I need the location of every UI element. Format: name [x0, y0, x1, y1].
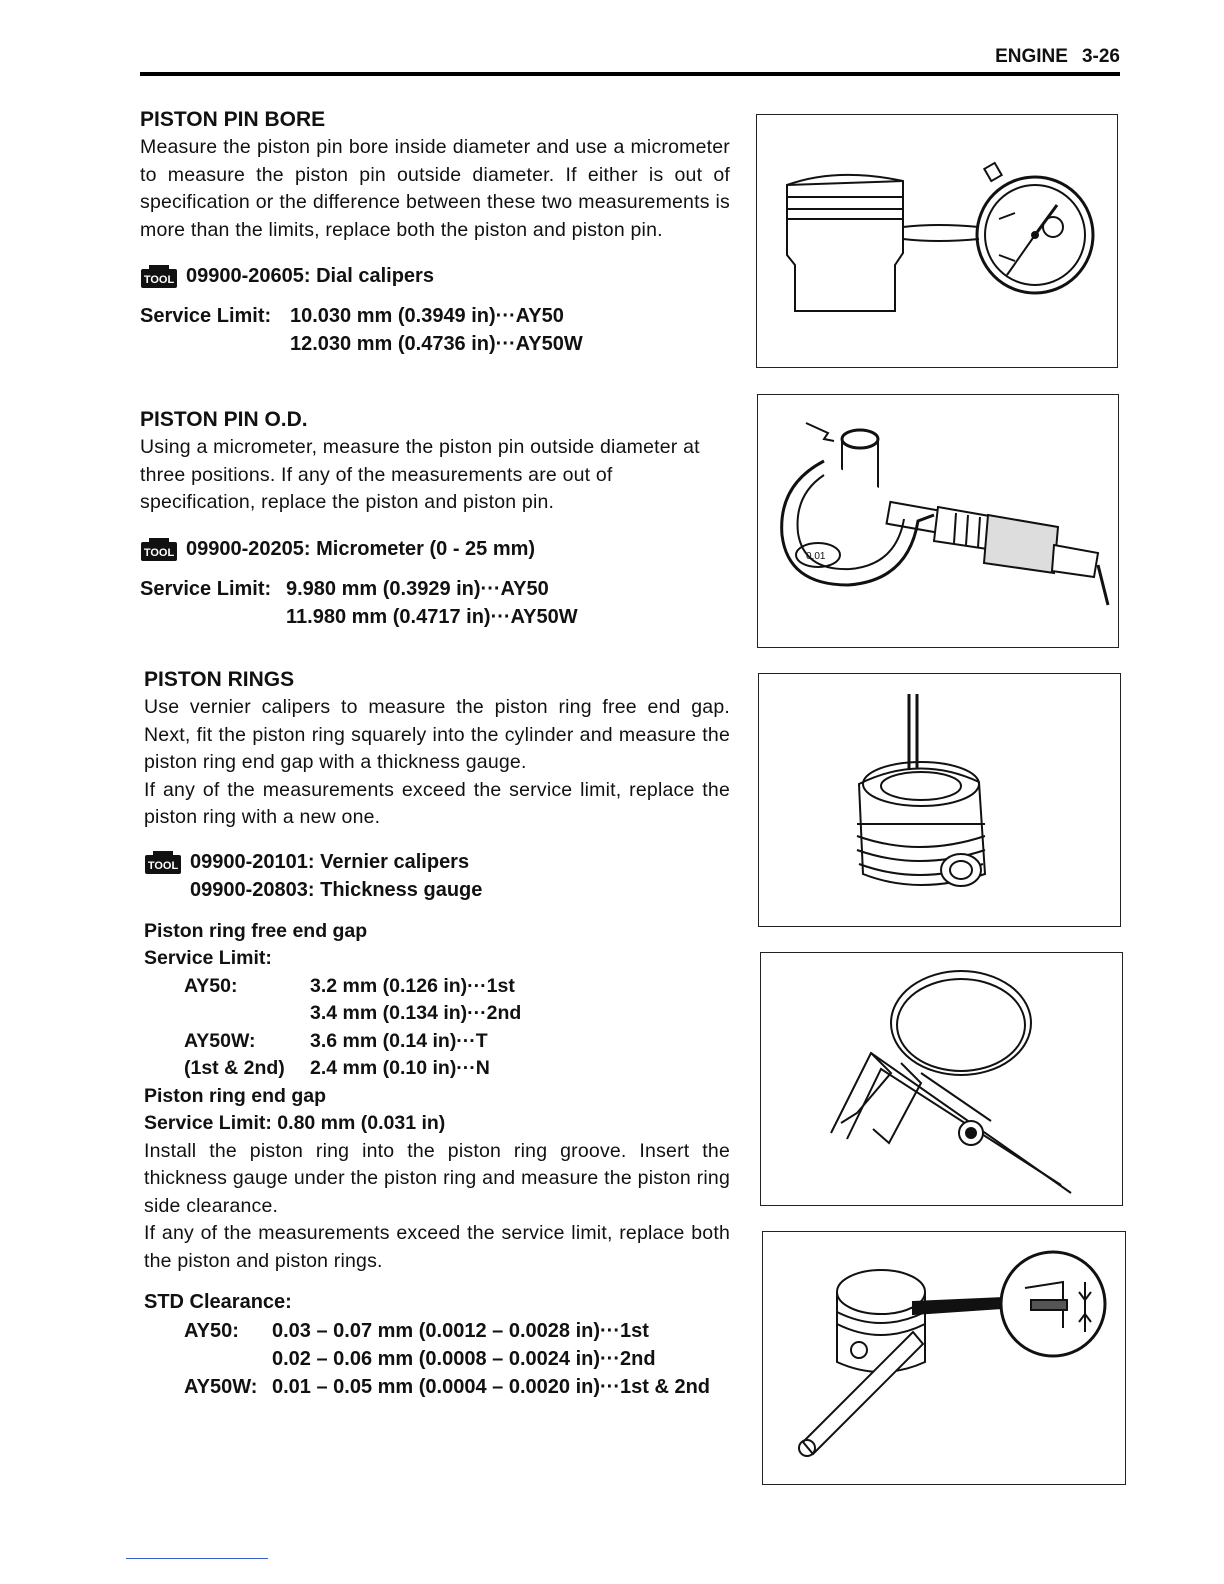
section-title: PISTON PIN O.D.	[140, 408, 308, 431]
figure-cylinder-gauge	[758, 673, 1121, 927]
tool-badge-text: TOOL	[143, 546, 175, 559]
limit-row: AY50: 3.2 mm (0.126 in)···1st	[184, 974, 515, 997]
section-body: Use vernier calipers to measure the piston ring free end gap. Next, fit the piston ring squarely into the cylinder and measure the piston ring end gap with a thickness gauge.	[144, 696, 730, 773]
section-piston-pin-bore	[140, 108, 730, 358]
tool-name: 09900-20101: Vernier calipers	[190, 850, 470, 873]
subsection-title: STD Clearance:	[144, 1291, 292, 1313]
header-page-number: 3-26	[1081, 46, 1120, 67]
service-limit-value: 9.980 mm (0.3929 in)···AY50	[286, 577, 549, 600]
service-limit-label: Service Limit:	[140, 305, 272, 327]
clearance-row: 0.02 – 0.06 mm (0.0008 – 0.0024 in)···2nd	[272, 1347, 656, 1370]
free-end-gap	[144, 918, 730, 1138]
figure-ring-clearance	[762, 1231, 1126, 1485]
tool-name: 09900-20605: Dial calipers	[186, 265, 434, 287]
service-limit	[140, 575, 730, 631]
section-body: Measure the piston pin bore inside diameter and use a micrometer to measure the piston pin outside diameter. If either is out of specification or the difference between these two measurements is more than the limits, replace both the piston and piston pin.	[140, 136, 730, 241]
section-title: PISTON PIN BORE	[140, 108, 326, 131]
service-limit	[140, 302, 730, 358]
tool-box-icon	[144, 851, 182, 873]
figure-vernier-ring	[760, 952, 1123, 1206]
figure-dial-caliper	[756, 114, 1118, 368]
service-limit-value: Service Limit: 0.80 mm (0.031 in)	[144, 1112, 446, 1134]
clearance-row: AY50: 0.03 – 0.07 mm (0.0012 – 0.0028 in)···1st	[184, 1319, 649, 1342]
tool-name: 09900-20205: Micrometer (0 - 25 mm)	[186, 537, 536, 560]
section-body: If any of the measurements exceed the service limit, replace both the piston and piston rings.	[144, 1222, 730, 1272]
tool-line	[144, 848, 730, 904]
cylinder-gauge-illustration	[759, 674, 1120, 926]
section-piston-rings	[144, 668, 730, 1401]
footer-line	[126, 1558, 268, 1559]
section-body: Install the piston ring into the piston ring groove. Insert the thickness gauge under the piston ring and measure the piston ring side clearance.	[144, 1139, 730, 1217]
limit-row: (1st & 2nd) 2.4 mm (0.10 in)···N	[184, 1057, 490, 1079]
tool-badge-text: TOOL	[147, 859, 179, 872]
tool-line	[140, 262, 730, 290]
tool-badge-text: TOOL	[143, 274, 175, 286]
tool-name: 09900-20803: Thickness gauge	[190, 878, 483, 901]
limit-row: AY50W: 3.6 mm (0.14 in)···T	[184, 1029, 488, 1052]
service-limit-label: Service Limit:	[144, 947, 272, 969]
service-limit-value: 12.030 mm (0.4736 in)···AY50W	[290, 333, 583, 355]
service-limit-value: 10.030 mm (0.3949 in)···AY50	[290, 305, 564, 327]
service-limit-label: Service Limit:	[140, 577, 272, 600]
dial-caliper-illustration	[757, 115, 1117, 367]
vernier-ring-illustration	[761, 953, 1122, 1205]
header-section: ENGINE	[995, 46, 1068, 67]
tool-box-icon	[140, 265, 178, 287]
tool-box-icon	[140, 538, 178, 560]
std-clearance	[144, 1289, 730, 1401]
subsection-title: Piston ring end gap	[144, 1084, 327, 1107]
limit-row: 3.4 mm (0.134 in)···2nd	[310, 1002, 522, 1024]
section-piston-pin-od	[140, 408, 730, 631]
clearance-row: AY50W: 0.01 – 0.05 mm (0.0004 – 0.0020 in)···1st & 2nd	[184, 1375, 710, 1398]
figure-micrometer	[757, 394, 1119, 648]
tool-line	[140, 535, 730, 563]
micrometer-illustration	[758, 395, 1118, 647]
micrometer-scale-label: 0.01	[806, 551, 826, 562]
section-body: Using a micrometer, measure the piston pin outside diameter at three positions. If any of the measurements are out of specification, replace the piston and piston pin.	[140, 436, 700, 513]
ring-clearance-illustration	[763, 1232, 1125, 1484]
page-header	[140, 46, 1120, 72]
subsection-title: Piston ring free end gap	[144, 919, 368, 942]
section-body: If any of the measurements exceed the service limit, replace the piston ring with a new one.	[144, 778, 730, 828]
header-rule	[140, 72, 1120, 76]
section-title: PISTON RINGS	[144, 668, 295, 691]
service-limit-value: 11.980 mm (0.4717 in)···AY50W	[286, 605, 578, 628]
